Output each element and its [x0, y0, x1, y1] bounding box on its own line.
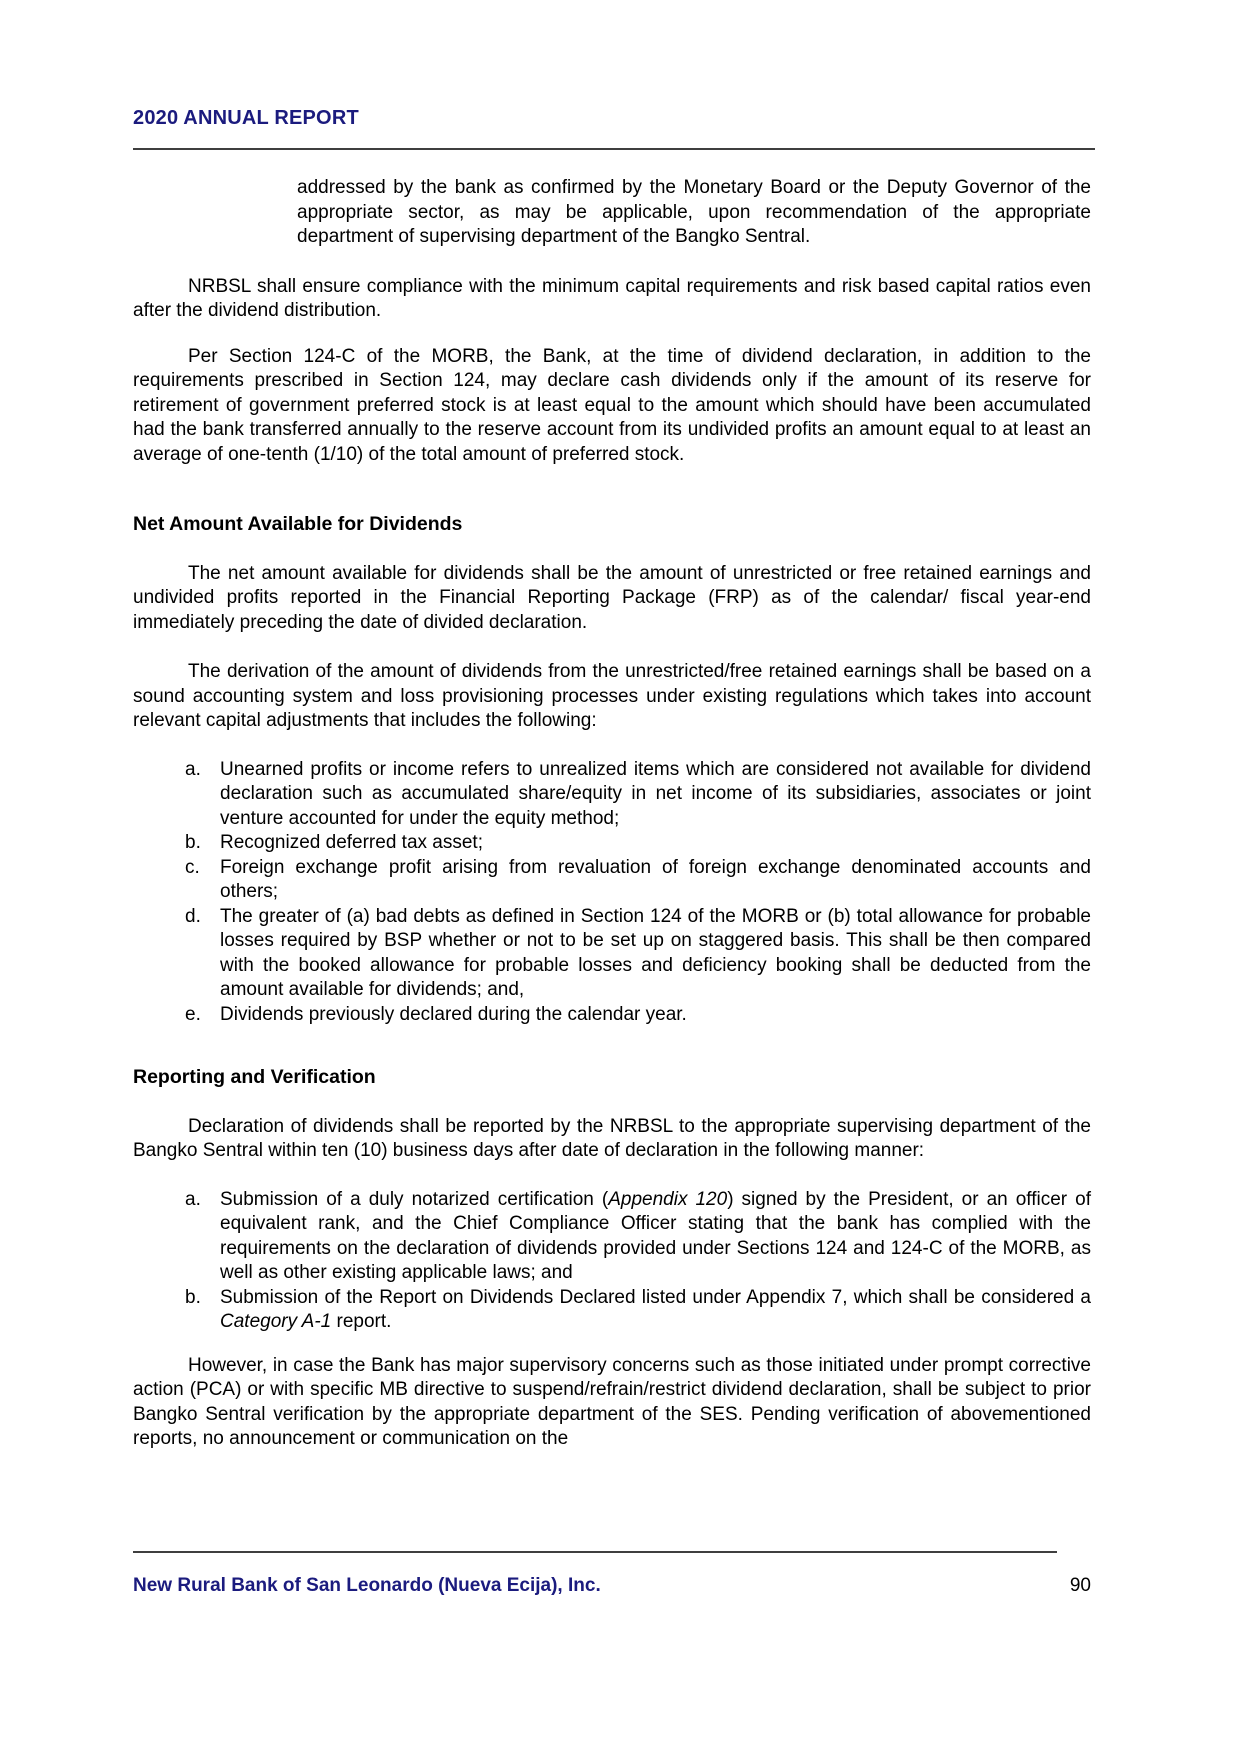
- heading-net-amount: Net Amount Available for Dividends: [133, 513, 463, 535]
- list-marker: d.: [185, 905, 201, 927]
- paragraph-intro-continuation: addressed by the bank as confirmed by the Monetary Board or the Deputy Governor of the appropriate sector, as may be applicable, upon recommendation of the appropriate department of supervising department of the Bangko Sentral.: [297, 177, 1091, 247]
- paragraph-however-supervisory: However, in case the Bank has major supervisory concerns such as those initiated under prompt corrective action (PCA) or with specific MB directive to suspend/refrain/restrict dividend declaration, shall be subject to prior Bangko Sentral verification by the appropriate department of the SES. Pending verification of abovementioned reports, no announcement or communication on the: [133, 1354, 1091, 1449]
- page-content: [133, 0, 1091, 1452]
- paragraph-nrbsl-compliance: NRBSL shall ensure compliance with the minimum capital requirements and risk based capital ratios even after the dividend distribution.: [133, 275, 1091, 321]
- text-segment: Submission of the Report on Dividends Declared listed under Appendix 7, which shall be considered a: [220, 1286, 1091, 1308]
- paragraph-net-amount-2: The derivation of the amount of dividends from the unrestricted/free retained earnings shall be based on a sound accounting system and loss provisioning processes under existing regulations which takes into account relevant capital adjustments that includes the following:: [133, 661, 1091, 731]
- list-item-text: Recognized deferred tax asset;: [220, 832, 483, 853]
- text-segment: ) signed by the President, or an officer of equivalent rank, and the Chief Compliance Officer stating that the bank has complied with the requirements on the declaration of dividends provided under Sections 124 and 124-C of the MORB, as well as other existing applicable laws; and: [220, 1188, 1092, 1283]
- list-item-text: [220, 1188, 1091, 1286]
- list-item: [133, 758, 1091, 832]
- list-marker: a.: [185, 758, 201, 780]
- italic-text-segment: Category A-1: [220, 1311, 332, 1332]
- paragraph-declaration-reporting: Declaration of dividends shall be reported by the NRBSL to the appropriate supervising department of the Bangko Sentral within ten (10) business days after date of declaration in the following manner:: [133, 1115, 1091, 1161]
- list-marker: a.: [185, 1188, 201, 1210]
- list-marker: b.: [185, 1286, 201, 1308]
- page-footer: [133, 1574, 1091, 1598]
- list-item-text: Dividends previously declared during the calendar year.: [220, 1003, 687, 1025]
- italic-text-segment: Appendix 120: [608, 1188, 728, 1210]
- list-item: [133, 1286, 1091, 1335]
- list-marker: c.: [185, 856, 200, 878]
- footer-page-number: 90: [1069, 1575, 1091, 1596]
- list-item: [133, 1188, 1091, 1286]
- header-rule: [133, 148, 1095, 150]
- list-item: [133, 856, 1091, 905]
- list-item-text: [220, 1286, 1091, 1335]
- list-item-text: Foreign exchange profit arising from revaluation of foreign exchange denominated accounts and others;: [220, 856, 1091, 902]
- list-item: [133, 1003, 1091, 1028]
- reporting-manner-list: [133, 1188, 1091, 1335]
- capital-adjustments-list: [133, 758, 1091, 1028]
- list-item-text: Unearned profits or income refers to unrealized items which are considered not available for dividend declaration such as accumulated share/equity in net income of its subsidiaries, associates or joint venture accounted for under the equity method;: [220, 758, 1091, 829]
- footer-bank-name: New Rural Bank of San Leonardo (Nueva Ecija), Inc.: [133, 1575, 601, 1596]
- paragraph-section-124c: Per Section 124-C of the MORB, the Bank, at the time of dividend declaration, in addition to the requirements prescribed in Section 124, may declare cash dividends only if the amount of its reserve for retirement of government preferred stock is at least equal to the amount which should have been accumulated had the bank transferred annually to the reserve account from its undivided profits an amount equal to at least an average of one-tenth (1/10) of the total amount of preferred stock.: [133, 345, 1091, 465]
- paragraph-net-amount-1: The net amount available for dividends shall be the amount of unrestricted or free retained earnings and undivided profits reported in the Financial Reporting Package (FRP) as of the calendar/ fiscal year-end immediately preceding the date of divided declaration.: [133, 562, 1091, 633]
- heading-reporting-verification: Reporting and Verification: [133, 1066, 376, 1088]
- list-item-text: The greater of (a) bad debts as defined in Section 124 of the MORB or (b) total allowance for probable losses required by BSP whether or not to be set up on staggered basis. This shall be then compared with the booked allowance for probable losses and deficiency booking shall be deducted from the amount available for dividends; and,: [220, 905, 1091, 1000]
- text-segment: Submission of a duly notarized certification (: [220, 1188, 609, 1210]
- footer-rule: [133, 1551, 1057, 1553]
- list-item: [133, 905, 1091, 1003]
- list-item: [133, 831, 1091, 856]
- list-marker: e.: [185, 1003, 201, 1025]
- list-marker: b.: [185, 832, 201, 853]
- text-segment: report.: [331, 1311, 392, 1332]
- report-header-title: 2020 ANNUAL REPORT: [133, 107, 359, 129]
